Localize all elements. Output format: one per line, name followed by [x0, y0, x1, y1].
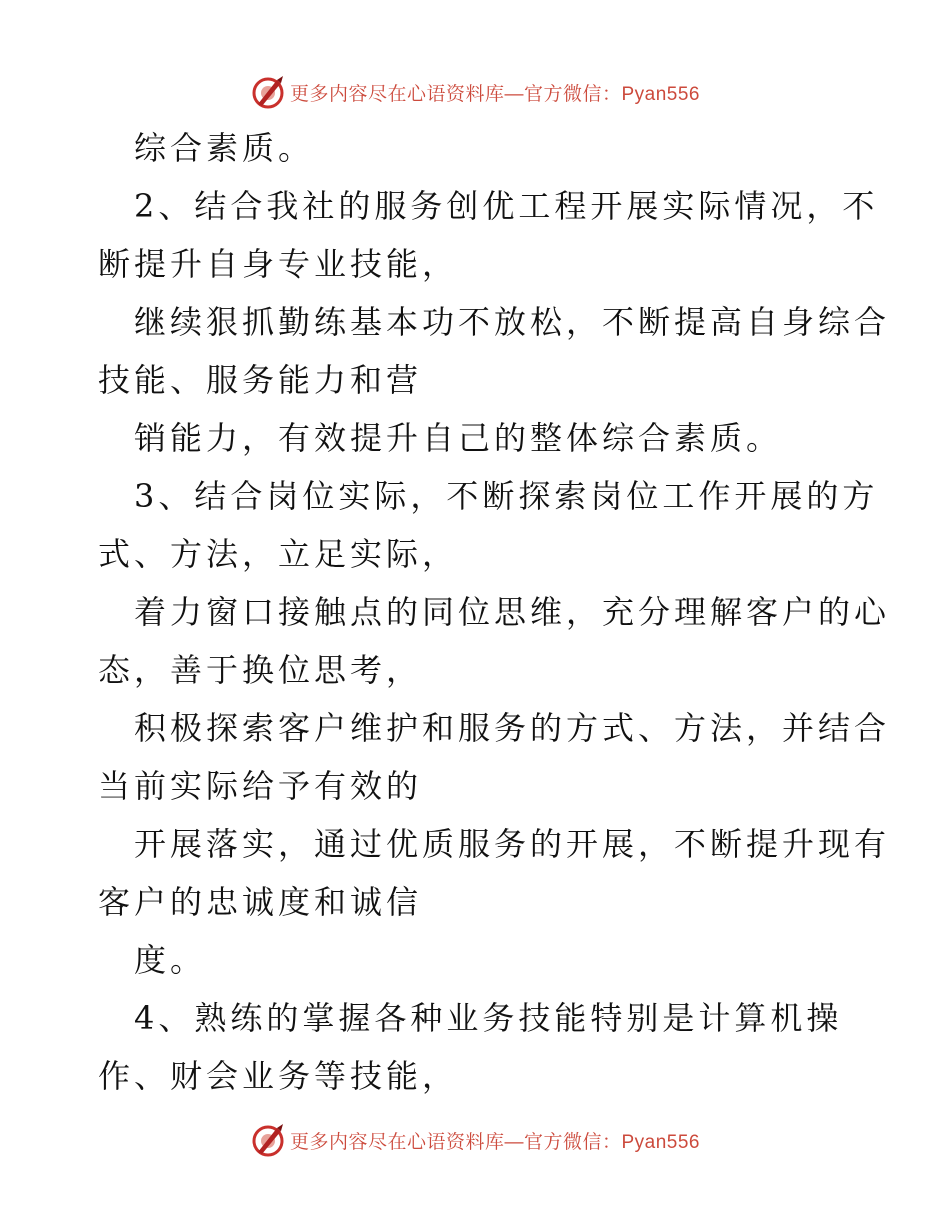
text-line: 4、熟练的掌握各种业务技能特别是计算机操	[134, 999, 843, 1037]
text-line: 式、方法，立足实际，	[98, 535, 459, 573]
text-line: 2、结合我社的服务创优工程开展实际情况，不	[134, 187, 879, 225]
text-line: 积极探索客户维护和服务的方式、方法，并结合	[134, 709, 891, 747]
text-line: 继续狠抓勤练基本功不放松，不断提高自身综合	[134, 303, 891, 341]
text-line: 态，善于换位思考，	[98, 651, 423, 689]
text-line: 综合素质。	[134, 129, 315, 167]
footer-watermark	[0, 1120, 950, 1160]
text-line: 销能力，有效提升自己的整体综合素质。	[134, 419, 783, 457]
watermark-text: 更多内容尽在心语资料库—官方微信：Pyan556	[289, 83, 700, 105]
text-line: 客户的忠诚度和诚信	[98, 883, 423, 921]
text-line: 断提升自身专业技能，	[98, 245, 459, 283]
text-line: 开展落实，通过优质服务的开展，不断提升现有	[134, 825, 891, 863]
text-line: 度。	[134, 941, 207, 979]
text-line: 作、财会业务等技能，	[98, 1057, 459, 1095]
text-line: 技能、服务能力和营	[98, 361, 423, 399]
text-line: 着力窗口接触点的同位思维，充分理解客户的心	[134, 593, 891, 631]
watermark-text: 更多内容尽在心语资料库—官方微信：Pyan556	[289, 1131, 700, 1153]
text-line: 3、结合岗位实际，不断探索岗位工作开展的方	[134, 477, 879, 515]
quill-logo-icon	[250, 1122, 286, 1158]
text-line: 当前实际给予有效的	[98, 767, 423, 805]
